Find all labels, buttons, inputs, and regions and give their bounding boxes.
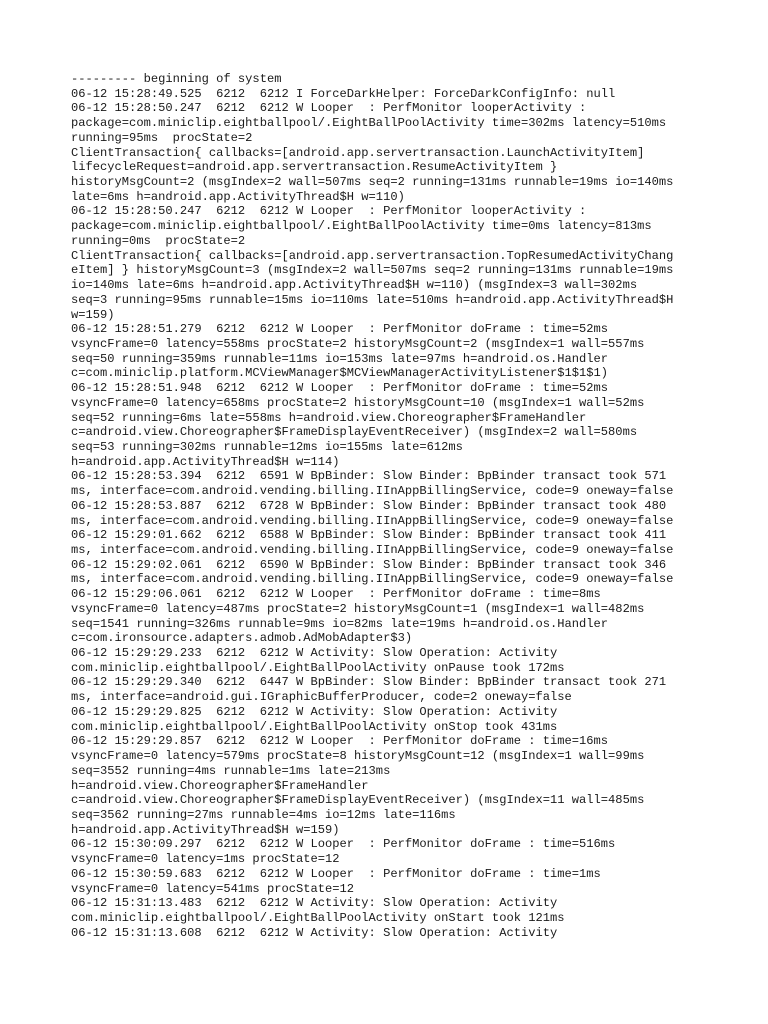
log-line: 06-12 15:31:13.483 6212 6212 W Activity: Slow Operation: Activity [71, 896, 558, 911]
log-line: seq=52 running=6ms late=558ms h=android.view.Choreographer$FrameHandler [71, 410, 587, 425]
log-line: 06-12 15:31:13.608 6212 6212 W Activity: Slow Operation: Activity [71, 925, 558, 940]
log-line: 06-12 15:28:51.279 6212 6212 W Looper : PerfMonitor doFrame : time=52ms [71, 322, 609, 337]
log-text [71, 72, 731, 940]
log-line: h=android.view.Choreographer$FrameHandler [71, 778, 369, 793]
log-line: 06-12 15:29:29.857 6212 6212 W Looper : PerfMonitor doFrame : time=16ms [71, 734, 609, 749]
log-line: c=com.miniclip.platform.MCViewManager$MCViewManagerActivityListener$1$1$1) [71, 366, 609, 381]
log-line: w=159) [71, 307, 115, 322]
log-line: 06-12 15:29:01.662 6212 6588 W BpBinder: Slow Binder: BpBinder transact took 411 [71, 528, 667, 543]
log-line: 06-12 15:29:29.825 6212 6212 W Activity: Slow Operation: Activity [71, 704, 558, 719]
log-line: com.miniclip.eightballpool/.EightBallPoolActivity onStart took 121ms [71, 910, 565, 925]
log-line: ClientTransaction{ callbacks=[android.app.servertransaction.LaunchActivityItem] [71, 145, 645, 160]
log-line: 06-12 15:29:29.340 6212 6447 W BpBinder: Slow Binder: BpBinder transact took 271 [71, 675, 667, 690]
log-line: seq=1541 running=326ms runnable=9ms io=82ms late=19ms h=android.os.Handler [71, 616, 609, 631]
log-line: vsyncFrame=0 latency=541ms procState=12 [71, 881, 355, 896]
log-line: running=0ms procState=2 [71, 233, 246, 248]
log-line: seq=53 running=302ms runnable=12ms io=155ms late=612ms [71, 439, 463, 454]
log-line: 06-12 15:30:59.683 6212 6212 W Looper : PerfMonitor doFrame : time=1ms [71, 866, 601, 881]
log-line: vsyncFrame=0 latency=658ms procState=2 historyMsgCount=10 (msgIndex=1 wall=52ms [71, 395, 645, 410]
log-line: io=140ms late=6ms h=android.app.ActivityThread$H w=110) (msgIndex=3 wall=302ms [71, 278, 638, 293]
log-line: ClientTransaction{ callbacks=[android.app.servertransaction.TopResumedActivityChang [71, 248, 674, 263]
log-line: ms, interface=com.android.vending.billing.IInAppBillingService, code=9 oneway=false [71, 572, 674, 587]
log-line: 06-12 15:28:50.247 6212 6212 W Looper : PerfMonitor looperActivity : [71, 204, 587, 219]
log-line: lifecycleRequest=android.app.servertransaction.ResumeActivityItem } [71, 160, 558, 175]
log-line: 06-12 15:28:53.887 6212 6728 W BpBinder: Slow Binder: BpBinder transact took 480 [71, 498, 667, 513]
log-line: seq=3562 running=27ms runnable=4ms io=12ms late=116ms [71, 807, 456, 822]
log-line: com.miniclip.eightballpool/.EightBallPoolActivity onPause took 172ms [71, 660, 565, 675]
log-line: vsyncFrame=0 latency=558ms procState=2 historyMsgCount=2 (msgIndex=1 wall=557ms [71, 336, 645, 351]
log-line: com.miniclip.eightballpool/.EightBallPoolActivity onStop took 431ms [71, 719, 558, 734]
log-line: c=android.view.Choreographer$FrameDisplayEventReceiver) (msgIndex=2 wall=580ms [71, 425, 638, 440]
log-line: --------- beginning of system [71, 72, 282, 86]
log-line: 06-12 15:28:51.948 6212 6212 W Looper : PerfMonitor doFrame : time=52ms [71, 381, 609, 396]
log-line: 06-12 15:29:29.233 6212 6212 W Activity: Slow Operation: Activity [71, 646, 558, 661]
log-line: late=6ms h=android.app.ActivityThread$H w=110) [71, 189, 405, 204]
log-line: vsyncFrame=0 latency=1ms procState=12 [71, 852, 340, 867]
log-line: historyMsgCount=2 (msgIndex=2 wall=507ms seq=2 running=131ms runnable=19ms io=140ms [71, 175, 674, 190]
log-line: 06-12 15:28:49.525 6212 6212 I ForceDarkHelper: ForceDarkConfigInfo: null [71, 86, 616, 101]
log-line: 06-12 15:30:09.297 6212 6212 W Looper : PerfMonitor doFrame : time=516ms [71, 837, 616, 852]
log-line: eItem] } historyMsgCount=3 (msgIndex=2 wall=507ms seq=2 running=131ms runnable=19ms [71, 263, 674, 278]
log-line: ms, interface=com.android.vending.billing.IInAppBillingService, code=9 oneway=false [71, 543, 674, 557]
log-line: seq=3552 running=4ms runnable=1ms late=213ms [71, 763, 391, 778]
log-line: ms, interface=com.android.vending.billing.IInAppBillingService, code=9 oneway=false [71, 484, 674, 499]
log-line: package=com.miniclip.eightballpool/.EightBallPoolActivity time=302ms latency=510ms [71, 116, 667, 131]
log-line: 06-12 15:28:50.247 6212 6212 W Looper : PerfMonitor looperActivity : [71, 101, 587, 116]
log-line: seq=50 running=359ms runnable=11ms io=153ms late=97ms h=android.os.Handler [71, 351, 609, 366]
log-line: h=android.app.ActivityThread$H w=159) [71, 822, 340, 837]
log-line: running=95ms procState=2 [71, 130, 253, 145]
log-line: 06-12 15:29:02.061 6212 6590 W BpBinder: Slow Binder: BpBinder transact took 346 [71, 557, 667, 572]
log-line: ms, interface=android.gui.IGraphicBufferProducer, code=2 oneway=false [71, 690, 572, 705]
log-line: c=com.ironsource.adapters.admob.AdMobAdapter$3) [71, 631, 413, 646]
log-line: ms, interface=com.android.vending.billing.IInAppBillingService, code=9 oneway=false [71, 513, 674, 528]
log-line: vsyncFrame=0 latency=487ms procState=2 historyMsgCount=1 (msgIndex=1 wall=482ms [71, 601, 645, 616]
log-line: 06-12 15:28:53.394 6212 6591 W BpBinder: Slow Binder: BpBinder transact took 571 [71, 469, 667, 484]
log-line: package=com.miniclip.eightballpool/.EightBallPoolActivity time=0ms latency=813ms [71, 219, 652, 234]
log-line: c=android.view.Choreographer$FrameDisplayEventReceiver) (msgIndex=11 wall=485ms [71, 793, 645, 808]
log-line: seq=3 running=95ms runnable=15ms io=110ms late=510ms h=android.app.ActivityThread$H [71, 292, 674, 307]
log-line: h=android.app.ActivityThread$H w=114) [71, 454, 340, 469]
log-line: 06-12 15:29:06.061 6212 6212 W Looper : PerfMonitor doFrame : time=8ms [71, 587, 601, 602]
log-line: vsyncFrame=0 latency=579ms procState=8 historyMsgCount=12 (msgIndex=1 wall=99ms [71, 749, 645, 764]
